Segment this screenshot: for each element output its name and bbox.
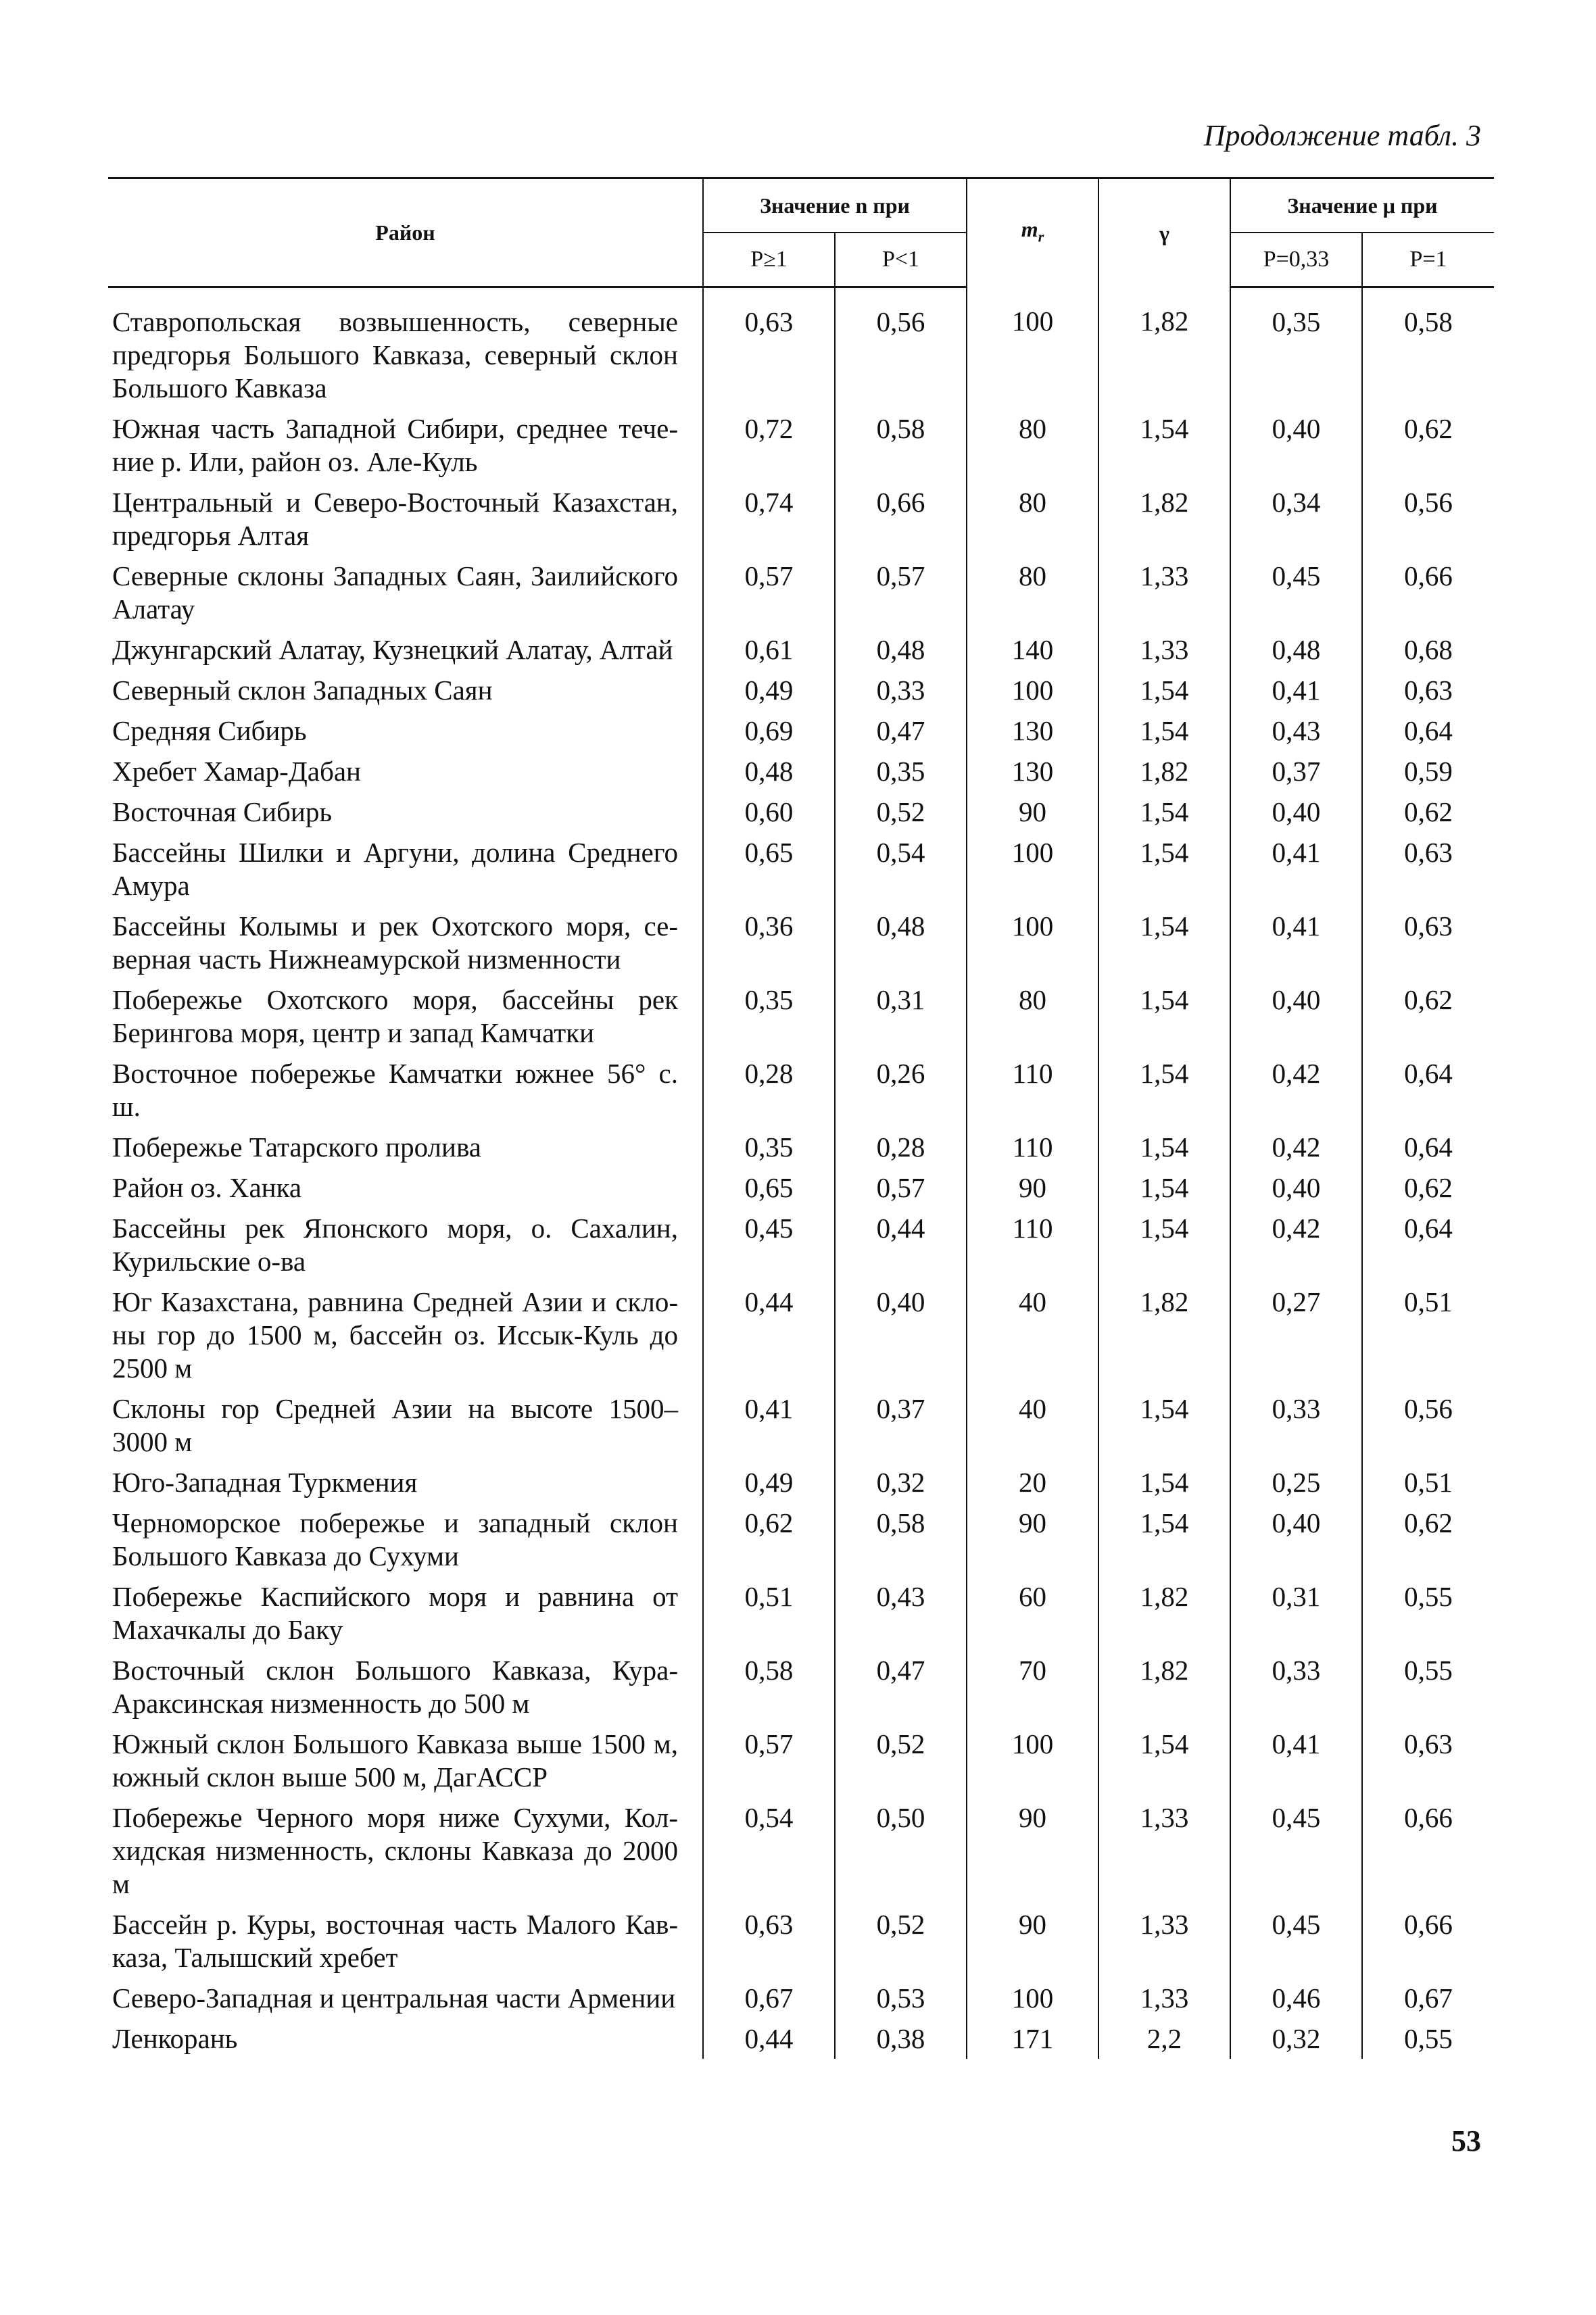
table-row (108, 1576, 1494, 1650)
mr-cell: 100 (967, 906, 1098, 979)
region-cell: Бассейны Шилки и Аргуни, долина Среднего Амура (112, 837, 678, 901)
table-row (108, 1503, 1494, 1576)
column-group-header-mu: Значение μ при (1230, 178, 1494, 233)
mr-cell: 100 (967, 1978, 1098, 2018)
mr-cell: 90 (967, 1904, 1098, 1978)
mu-p033-cell: 0,33 (1230, 1650, 1362, 1724)
region-cell: Южная часть Западной Сибири, среднее течение р. Или, район оз. Але-Куль (112, 413, 678, 477)
n-p-lt1-cell: 0,66 (835, 482, 967, 556)
mu-p033-cell: 0,45 (1230, 1797, 1362, 1904)
n-p-lt1-cell: 0,35 (835, 751, 967, 791)
mu-p1-cell: 0,63 (1362, 1724, 1494, 1797)
table-row (108, 1650, 1494, 1724)
mu-p1-cell: 0,62 (1362, 1503, 1494, 1576)
n-p-lt1-cell: 0,32 (835, 1462, 967, 1503)
n-p-ge1-cell: 0,61 (703, 629, 835, 670)
mr-cell: 130 (967, 710, 1098, 751)
table-row (108, 1904, 1494, 1978)
mu-p1-cell: 0,67 (1362, 1978, 1494, 2018)
mu-p1-cell: 0,63 (1362, 906, 1494, 979)
mu-p1-cell: 0,62 (1362, 979, 1494, 1053)
table-row (108, 906, 1494, 979)
gamma-cell: 1,54 (1098, 906, 1230, 979)
mu-p033-cell: 0,27 (1230, 1282, 1362, 1388)
region-cell: Восточное побережье Камчатки южнее 56° с. ш. (112, 1058, 678, 1122)
mu-p033-cell: 0,45 (1230, 556, 1362, 629)
mr-cell: 60 (967, 1576, 1098, 1650)
coefficients-table (108, 177, 1494, 2059)
mu-p033-cell: 0,40 (1230, 1503, 1362, 1576)
gamma-cell: 1,54 (1098, 670, 1230, 710)
n-p-ge1-cell: 0,54 (703, 1797, 835, 1904)
n-p-ge1-cell: 0,63 (703, 287, 835, 409)
mu-p1-cell: 0,62 (1362, 1167, 1494, 1208)
region-cell: Северный склон Западных Саян (112, 675, 493, 706)
mr-cell: 80 (967, 979, 1098, 1053)
region-cell: Юг Казахстана, равнина Средней Азии и склоны гор до 1500 м, бассейн оз. Иссык-Куль до 2500 м (112, 1286, 678, 1384)
mr-cell: 90 (967, 1503, 1098, 1576)
gamma-cell: 1,33 (1098, 629, 1230, 670)
n-p-lt1-cell: 0,54 (835, 832, 967, 906)
mr-cell: 110 (967, 1053, 1098, 1127)
table-row (108, 2018, 1494, 2059)
column-header-mu-p1: P=1 (1362, 233, 1494, 287)
mu-p033-cell: 0,40 (1230, 791, 1362, 832)
mu-p1-cell: 0,64 (1362, 1208, 1494, 1282)
n-p-lt1-cell: 0,48 (835, 629, 967, 670)
mu-p033-cell: 0,40 (1230, 979, 1362, 1053)
n-p-ge1-cell: 0,36 (703, 906, 835, 979)
mr-cell: 90 (967, 1167, 1098, 1208)
n-p-lt1-cell: 0,37 (835, 1388, 967, 1462)
mu-p1-cell: 0,59 (1362, 751, 1494, 791)
n-p-ge1-cell: 0,44 (703, 2018, 835, 2059)
gamma-cell: 1,82 (1098, 751, 1230, 791)
table-row (108, 751, 1494, 791)
mr-cell: 130 (967, 751, 1098, 791)
mu-p033-cell: 0,42 (1230, 1208, 1362, 1282)
gamma-cell: 1,82 (1098, 1650, 1230, 1724)
region-cell: Ленкорань (112, 2023, 238, 2054)
n-p-ge1-cell: 0,44 (703, 1282, 835, 1388)
gamma-cell: 1,33 (1098, 1978, 1230, 2018)
mr-cell: 80 (967, 482, 1098, 556)
n-p-lt1-cell: 0,43 (835, 1576, 967, 1650)
gamma-cell: 1,54 (1098, 1462, 1230, 1503)
n-p-lt1-cell: 0,28 (835, 1127, 967, 1167)
table-row (108, 1388, 1494, 1462)
table-row (108, 1282, 1494, 1388)
mu-p1-cell: 0,55 (1362, 1650, 1494, 1724)
mu-p1-cell: 0,66 (1362, 1904, 1494, 1978)
region-cell: Северные склоны Западных Саян, Заилийского Алатау (112, 560, 678, 625)
mu-p033-cell: 0,34 (1230, 482, 1362, 556)
gamma-cell: 1,54 (1098, 710, 1230, 751)
mr-cell: 100 (967, 832, 1098, 906)
mu-p033-cell: 0,42 (1230, 1053, 1362, 1127)
mr-cell: 80 (967, 556, 1098, 629)
mu-p033-cell: 0,40 (1230, 1167, 1362, 1208)
mu-p033-cell: 0,40 (1230, 408, 1362, 482)
region-cell: Восточная Сибирь (112, 796, 333, 827)
column-group-header-n: Значение n при (703, 178, 967, 233)
column-header-mu-p033: P=0,33 (1230, 233, 1362, 287)
region-cell: Северо-Западная и центральная части Армении (112, 1982, 676, 2014)
mu-p033-cell: 0,43 (1230, 710, 1362, 751)
gamma-cell: 1,82 (1098, 482, 1230, 556)
region-cell: Побережье Каспийского моря и равнина от Махачкалы до Баку (112, 1581, 678, 1645)
mr-cell: 90 (967, 791, 1098, 832)
mr-cell: 40 (967, 1282, 1098, 1388)
mu-p1-cell: 0,55 (1362, 1576, 1494, 1650)
table-row (108, 1127, 1494, 1167)
table-header (108, 178, 1494, 287)
mu-p033-cell: 0,41 (1230, 832, 1362, 906)
mu-p033-cell: 0,35 (1230, 287, 1362, 409)
table-row (108, 1167, 1494, 1208)
column-header-region: Район (108, 178, 703, 287)
gamma-cell: 1,54 (1098, 1724, 1230, 1797)
mr-cell: 100 (967, 287, 1098, 409)
mu-p033-cell: 0,41 (1230, 670, 1362, 710)
n-p-lt1-cell: 0,57 (835, 1167, 967, 1208)
mu-p1-cell: 0,63 (1362, 670, 1494, 710)
region-cell: Склоны гор Средней Азии на высоте 1500–3000 м (112, 1393, 678, 1457)
region-cell: Хребет Хамар-Дабан (112, 756, 361, 787)
gamma-cell: 1,82 (1098, 287, 1230, 409)
table-row (108, 1053, 1494, 1127)
column-header-mr: $m_r$ (967, 178, 1098, 287)
region-cell: Побережье Черного моря ниже Сухуми, Колхидская низменность, склоны Кавказа до 2000 м (112, 1802, 678, 1899)
n-p-lt1-cell: 0,57 (835, 556, 967, 629)
mu-p1-cell: 0,56 (1362, 482, 1494, 556)
table-row (108, 979, 1494, 1053)
mu-p1-cell: 0,56 (1362, 1388, 1494, 1462)
gamma-cell: 1,33 (1098, 1797, 1230, 1904)
mu-p033-cell: 0,25 (1230, 1462, 1362, 1503)
mu-p1-cell: 0,64 (1362, 710, 1494, 751)
n-p-lt1-cell: 0,47 (835, 1650, 967, 1724)
table-row (108, 1462, 1494, 1503)
n-p-ge1-cell: 0,49 (703, 670, 835, 710)
region-cell: Побережье Татарского пролива (112, 1131, 481, 1163)
gamma-cell: 1,54 (1098, 408, 1230, 482)
n-p-lt1-cell: 0,52 (835, 1724, 967, 1797)
gamma-cell: 1,54 (1098, 1167, 1230, 1208)
n-p-ge1-cell: 0,41 (703, 1388, 835, 1462)
mu-p1-cell: 0,51 (1362, 1462, 1494, 1503)
table-row (108, 287, 1494, 409)
n-p-ge1-cell: 0,35 (703, 979, 835, 1053)
table-row (108, 408, 1494, 482)
n-p-ge1-cell: 0,57 (703, 1724, 835, 1797)
mu-p1-cell: 0,58 (1362, 287, 1494, 409)
mu-p033-cell: 0,32 (1230, 2018, 1362, 2059)
mr-cell: 100 (967, 1724, 1098, 1797)
gamma-cell: 1,82 (1098, 1576, 1230, 1650)
mu-p1-cell: 0,66 (1362, 556, 1494, 629)
gamma-cell: 1,54 (1098, 1208, 1230, 1282)
n-p-ge1-cell: 0,62 (703, 1503, 835, 1576)
mr-cell: 140 (967, 629, 1098, 670)
mr-cell: 171 (967, 2018, 1098, 2059)
mu-p1-cell: 0,64 (1362, 1127, 1494, 1167)
mr-cell: 110 (967, 1208, 1098, 1282)
n-p-lt1-cell: 0,33 (835, 670, 967, 710)
n-p-ge1-cell: 0,28 (703, 1053, 835, 1127)
n-p-ge1-cell: 0,35 (703, 1127, 835, 1167)
gamma-cell: 1,54 (1098, 1388, 1230, 1462)
mu-p033-cell: 0,42 (1230, 1127, 1362, 1167)
gamma-cell: 1,54 (1098, 1503, 1230, 1576)
region-cell: Бассейны рек Японского моря, о. Сахалин, Курильские о-ва (112, 1213, 678, 1277)
region-cell: Черноморское побережье и западный склон Большого Кавказа до Сухуми (112, 1507, 678, 1571)
n-p-lt1-cell: 0,50 (835, 1797, 967, 1904)
n-p-lt1-cell: 0,52 (835, 791, 967, 832)
gamma-cell: 1,33 (1098, 556, 1230, 629)
table-continuation-caption: Продолжение табл. 3 (1203, 119, 1481, 152)
n-p-ge1-cell: 0,51 (703, 1576, 835, 1650)
n-p-ge1-cell: 0,67 (703, 1978, 835, 2018)
mu-p033-cell: 0,37 (1230, 751, 1362, 791)
table-row (108, 1208, 1494, 1282)
mr-cell: 100 (967, 670, 1098, 710)
region-cell: Бассейны Колымы и рек Охотского моря, северная часть Нижнеамурской низменности (112, 910, 678, 975)
n-p-lt1-cell: 0,58 (835, 1503, 967, 1576)
gamma-cell: 1,54 (1098, 1127, 1230, 1167)
region-cell: Джунгарский Алатау, Кузнецкий Алатау, Алтай (112, 634, 673, 665)
n-p-ge1-cell: 0,65 (703, 832, 835, 906)
region-cell: Район оз. Ханка (112, 1172, 302, 1203)
mu-p1-cell: 0,64 (1362, 1053, 1494, 1127)
n-p-lt1-cell: 0,56 (835, 287, 967, 409)
table-row (108, 1797, 1494, 1904)
gamma-cell: 1,54 (1098, 979, 1230, 1053)
n-p-ge1-cell: 0,48 (703, 751, 835, 791)
mu-p033-cell: 0,46 (1230, 1978, 1362, 2018)
mr-cell: 70 (967, 1650, 1098, 1724)
table-row (108, 832, 1494, 906)
mr-cell: 80 (967, 408, 1098, 482)
region-cell: Ставропольская возвышенность, северные предгорья Большого Кавказа, северный склон Большого Кавказа (112, 306, 678, 404)
n-p-lt1-cell: 0,48 (835, 906, 967, 979)
n-p-ge1-cell: 0,74 (703, 482, 835, 556)
table-row (108, 791, 1494, 832)
n-p-lt1-cell: 0,52 (835, 1904, 967, 1978)
table-body (108, 287, 1494, 2060)
mu-p1-cell: 0,66 (1362, 1797, 1494, 1904)
gamma-cell: 1,33 (1098, 1904, 1230, 1978)
region-cell: Восточный склон Большого Кавказа, Кура-Араксинская низменность до 500 м (112, 1655, 678, 1719)
region-cell: Средняя Сибирь (112, 715, 307, 746)
column-header-gamma: γ (1098, 178, 1230, 287)
column-header-n-p-lt1: P<1 (835, 233, 967, 287)
region-cell: Бассейн р. Куры, восточная часть Малого Кавказа, Талышский хребет (112, 1909, 678, 1973)
gamma-cell: 1,82 (1098, 1282, 1230, 1388)
mr-cell: 40 (967, 1388, 1098, 1462)
table-row (108, 482, 1494, 556)
n-p-ge1-cell: 0,45 (703, 1208, 835, 1282)
mr-cell: 110 (967, 1127, 1098, 1167)
column-header-n-p-ge1: P≥1 (703, 233, 835, 287)
mu-p033-cell: 0,41 (1230, 1724, 1362, 1797)
table-row (108, 629, 1494, 670)
n-p-ge1-cell: 0,69 (703, 710, 835, 751)
mr-cell: 20 (967, 1462, 1098, 1503)
n-p-lt1-cell: 0,26 (835, 1053, 967, 1127)
n-p-lt1-cell: 0,53 (835, 1978, 967, 2018)
mu-p1-cell: 0,68 (1362, 629, 1494, 670)
n-p-ge1-cell: 0,58 (703, 1650, 835, 1724)
mu-p1-cell: 0,63 (1362, 832, 1494, 906)
n-p-ge1-cell: 0,57 (703, 556, 835, 629)
n-p-lt1-cell: 0,38 (835, 2018, 967, 2059)
mu-p033-cell: 0,45 (1230, 1904, 1362, 1978)
mu-p033-cell: 0,48 (1230, 629, 1362, 670)
table-row (108, 670, 1494, 710)
gamma-cell: 1,54 (1098, 791, 1230, 832)
n-p-ge1-cell: 0,49 (703, 1462, 835, 1503)
n-p-lt1-cell: 0,44 (835, 1208, 967, 1282)
table-row (108, 1978, 1494, 2018)
region-cell: Южный склон Большого Кавказа выше 1500 м, южный склон выше 500 м, ДагАССР (112, 1728, 678, 1793)
mu-p1-cell: 0,51 (1362, 1282, 1494, 1388)
n-p-ge1-cell: 0,72 (703, 408, 835, 482)
table-row (108, 556, 1494, 629)
n-p-ge1-cell: 0,60 (703, 791, 835, 832)
n-p-ge1-cell: 0,65 (703, 1167, 835, 1208)
mu-p033-cell: 0,33 (1230, 1388, 1362, 1462)
region-cell: Побережье Охотского моря, бассейны рек Берингова моря, центр и запад Камчатки (112, 984, 678, 1048)
mu-p033-cell: 0,41 (1230, 906, 1362, 979)
gamma-cell: 2,2 (1098, 2018, 1230, 2059)
n-p-lt1-cell: 0,58 (835, 408, 967, 482)
mu-p1-cell: 0,62 (1362, 791, 1494, 832)
mr-cell: 90 (967, 1797, 1098, 1904)
n-p-ge1-cell: 0,63 (703, 1904, 835, 1978)
region-cell: Центральный и Северо-Восточный Казахстан, предгорья Алтая (112, 487, 678, 551)
mu-p1-cell: 0,62 (1362, 408, 1494, 482)
mu-p1-cell: 0,55 (1362, 2018, 1494, 2059)
mu-p033-cell: 0,31 (1230, 1576, 1362, 1650)
n-p-lt1-cell: 0,40 (835, 1282, 967, 1388)
n-p-lt1-cell: 0,31 (835, 979, 967, 1053)
table-row (108, 710, 1494, 751)
n-p-lt1-cell: 0,47 (835, 710, 967, 751)
gamma-cell: 1,54 (1098, 832, 1230, 906)
region-cell: Юго-Западная Туркмения (112, 1467, 418, 1498)
page-number: 53 (1451, 2124, 1481, 2158)
table-row (108, 1724, 1494, 1797)
gamma-cell: 1,54 (1098, 1053, 1230, 1127)
